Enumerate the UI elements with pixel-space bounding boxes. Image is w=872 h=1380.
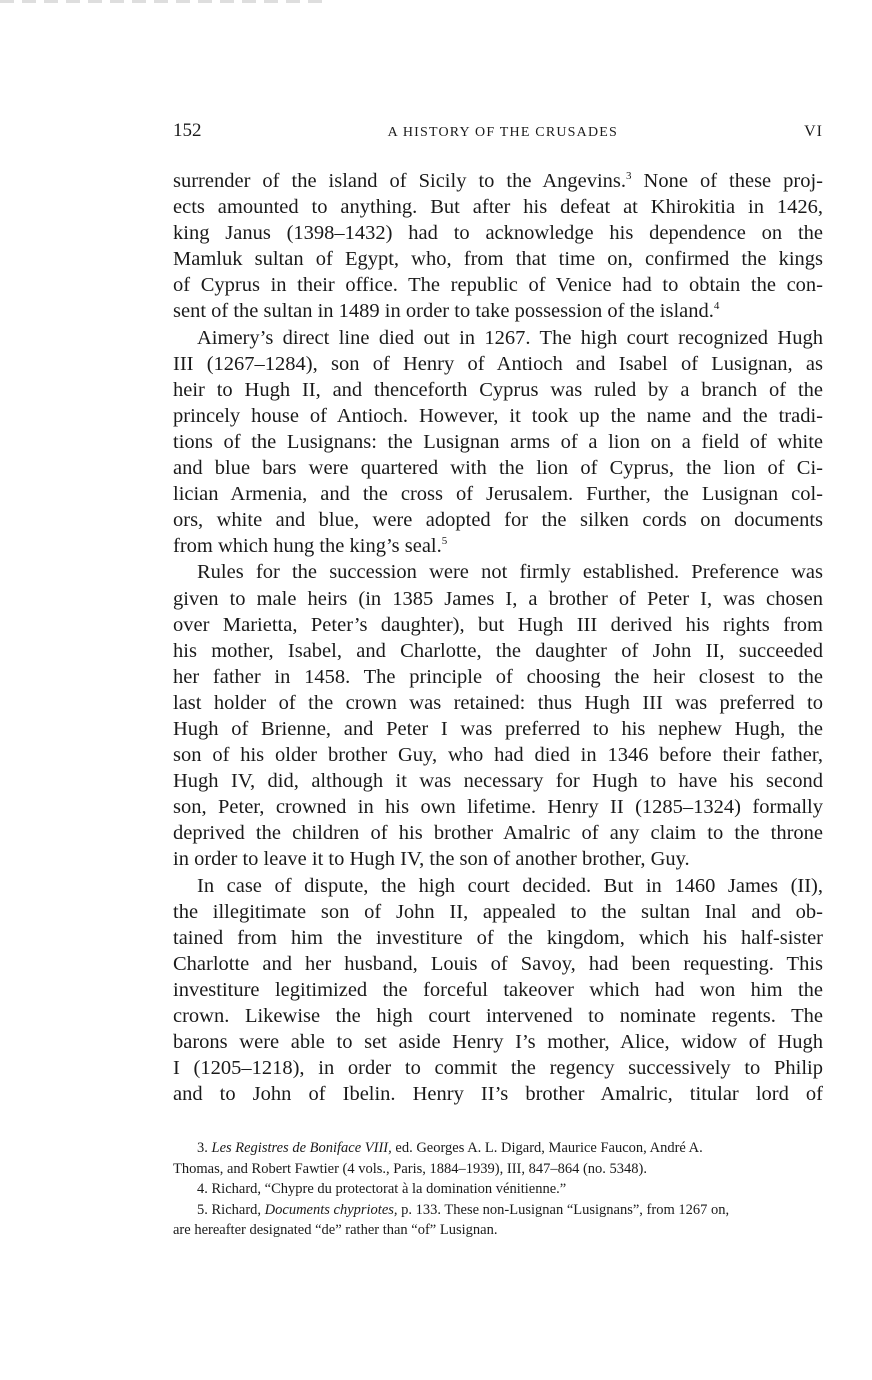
line-text: crown. Likewise the high court intervened to nominate regents. The (173, 1005, 823, 1027)
text-line (173, 1055, 823, 1081)
footnote-text: ed. Georges A. L. Digard, Maurice Faucon, André A. (391, 1140, 703, 1156)
line-text: and to John of Ibelin. Henry II’s brother Amalric, titular lord of (173, 1083, 823, 1106)
text-line (173, 977, 823, 1003)
text-line (173, 559, 823, 585)
footnote-line (173, 1179, 823, 1200)
text-line (173, 873, 823, 899)
line-text: In case of dispute, the high court decided. But in 1460 James (II), (197, 874, 823, 897)
text-line (173, 272, 823, 298)
footnote-number: 5. (197, 1201, 208, 1218)
footnote-line: are hereafter designated “de” rather than “of” Lusignan. (173, 1222, 498, 1238)
line-text: lician Armenia, and the cross of Jerusalem. Further, the Lusignan col- (173, 483, 823, 506)
footnote-5 (173, 1200, 823, 1241)
footnote-text: Richard, (207, 1201, 265, 1218)
running-header (173, 120, 823, 146)
footnote-ref[interactable]: 3 (626, 170, 632, 182)
line-text: heir to Hugh II, and thenceforth Cyprus was ruled by a branch of the (173, 378, 823, 401)
footnote-text: p. 133. These non-Lusignan “Lusignans”, from 1267 on, (397, 1201, 730, 1218)
line-text: princely house of Antioch. However, it took up the name and the tradi- (173, 404, 823, 427)
text-line (173, 1081, 823, 1107)
text-line (173, 325, 823, 351)
text-line (173, 820, 823, 846)
text-line (173, 899, 823, 925)
footnote-4 (173, 1179, 823, 1200)
footnote-text: Richard, “Chypre du protectorat à la domination vénitienne.” (207, 1181, 567, 1197)
text-line (173, 638, 823, 664)
line-text: Aimery’s direct line died out in 1267. The high court recognized Hugh (197, 326, 823, 349)
body-text (173, 168, 823, 1107)
line-text: Hugh of Brienne, and Peter I was preferred to his nephew Hugh, the (173, 717, 823, 740)
text-line (173, 220, 823, 246)
line-text: tained from him the investiture of the kingdom, which his half-sister (173, 926, 823, 949)
line-text: son, Peter, crowned in his own lifetime. Henry II (1285–1324) formally (173, 796, 823, 819)
page-number: 152 (173, 120, 202, 141)
line-text: barons were able to set aside Henry I’s mother, Alice, widow of Hugh (173, 1031, 823, 1054)
footnotes (173, 1138, 823, 1241)
text-line (173, 429, 823, 455)
text-line (173, 351, 823, 377)
line-text: his mother, Isabel, and Charlotte, the daughter of John II, succeeded (173, 639, 823, 662)
footnote-ref[interactable]: 4 (713, 300, 720, 313)
line-text: ors, white and blue, were adopted for the silken cords on documents (173, 509, 823, 532)
text-line (173, 612, 823, 638)
footnote-title: Documents chypriotes, (264, 1201, 398, 1218)
text-line (173, 533, 823, 559)
text-line (173, 925, 823, 951)
footnote-line: Thomas, and Robert Fawtier (4 vols., Paris, 1884–1939), III, 847–864 (no. 5348). (173, 1160, 648, 1177)
line-text: Charlotte and her husband, Louis of Savoy, had been requesting. This (173, 952, 823, 975)
line-text: in order to leave it to Hugh IV, the son of another brother, Guy. (173, 848, 690, 871)
running-title: A HISTORY OF THE CRUSADES (387, 125, 619, 140)
text-line (173, 586, 823, 612)
line-text: Rules for the succession were not firmly established. Preference was (197, 561, 823, 584)
text-line (173, 690, 823, 716)
text-line (173, 951, 823, 977)
footnote-line (173, 1200, 823, 1221)
text-line (173, 194, 823, 220)
line-text: and blue bars were quartered with the lion of Cyprus, the lion of Ci- (173, 457, 823, 480)
line-text: deprived the children of his brother Amalric of any claim to the throne (173, 822, 823, 845)
line-text: III (1267–1284), son of Henry of Antioch and Isabel of Lusignan, as (173, 352, 823, 375)
section-number: VI (804, 123, 823, 140)
line-text: sent of the sultan in 1489 in order to take possession of the island. (173, 300, 714, 323)
text-line (173, 664, 823, 690)
scan-artifact (0, 0, 330, 3)
line-text: son of his older brother Guy, who had died in 1346 before their father, (173, 744, 823, 767)
footnote-number: 4. (197, 1181, 208, 1197)
line-text: of Cyprus in their office. The republic of Venice had to obtain the con- (173, 274, 823, 297)
text-line (173, 742, 823, 768)
footnote-ref[interactable]: 5 (441, 535, 448, 548)
line-text: Mamluk sultan of Egypt, who, from that time on, confirmed the kings (173, 248, 823, 271)
line-text: from which hung the king’s seal. (173, 535, 442, 558)
text-line (173, 1029, 823, 1055)
text-line (173, 794, 823, 820)
line-text: I (1205–1218), in order to commit the regency successively to Philip (173, 1057, 823, 1080)
text-line (173, 716, 823, 742)
text-line (173, 168, 823, 194)
footnote-3 (173, 1138, 823, 1179)
footnote-title: Les Registres de Boniface VIII, (211, 1140, 392, 1156)
text-line (173, 246, 823, 272)
line-text: the illegitimate son of John II, appealed to the sultan Inal and ob- (173, 900, 823, 923)
line-text: investiture legitimized the forceful takeover which had won him the (173, 978, 823, 1001)
text-line (173, 768, 823, 794)
line-text: over Marietta, Peter’s daughter), but Hugh III derived his rights from (173, 613, 823, 636)
text-line (173, 455, 823, 481)
text-line (173, 1003, 823, 1029)
text-line (173, 298, 823, 324)
text-line (173, 481, 823, 507)
footnote-number: 3. (197, 1140, 208, 1156)
text-line (173, 507, 823, 533)
text-line (173, 846, 823, 872)
line-text: her father in 1458. The principle of choosing the heir closest to the (173, 665, 823, 688)
line-text: king Janus (1398–1432) had to acknowledge his dependence on the (173, 222, 823, 245)
line-text: surrender of the island of Sicily to the Angevins. (173, 170, 627, 192)
footnote-line (173, 1138, 823, 1159)
line-text: given to male heirs (in 1385 James I, a brother of Peter I, was chosen (173, 587, 823, 610)
line-text: ects amounted to anything. But after his defeat at Khirokitia in 1426, (173, 196, 823, 219)
text-line (173, 377, 823, 403)
line-text: None of these proj- (631, 170, 824, 192)
line-text: Hugh IV, did, although it was necessary for Hugh to have his second (173, 770, 823, 793)
text-line (173, 403, 823, 429)
line-text: last holder of the crown was retained: thus Hugh III was preferred to (173, 691, 823, 714)
line-text: tions of the Lusignans: the Lusignan arms of a lion on a field of white (173, 430, 823, 453)
